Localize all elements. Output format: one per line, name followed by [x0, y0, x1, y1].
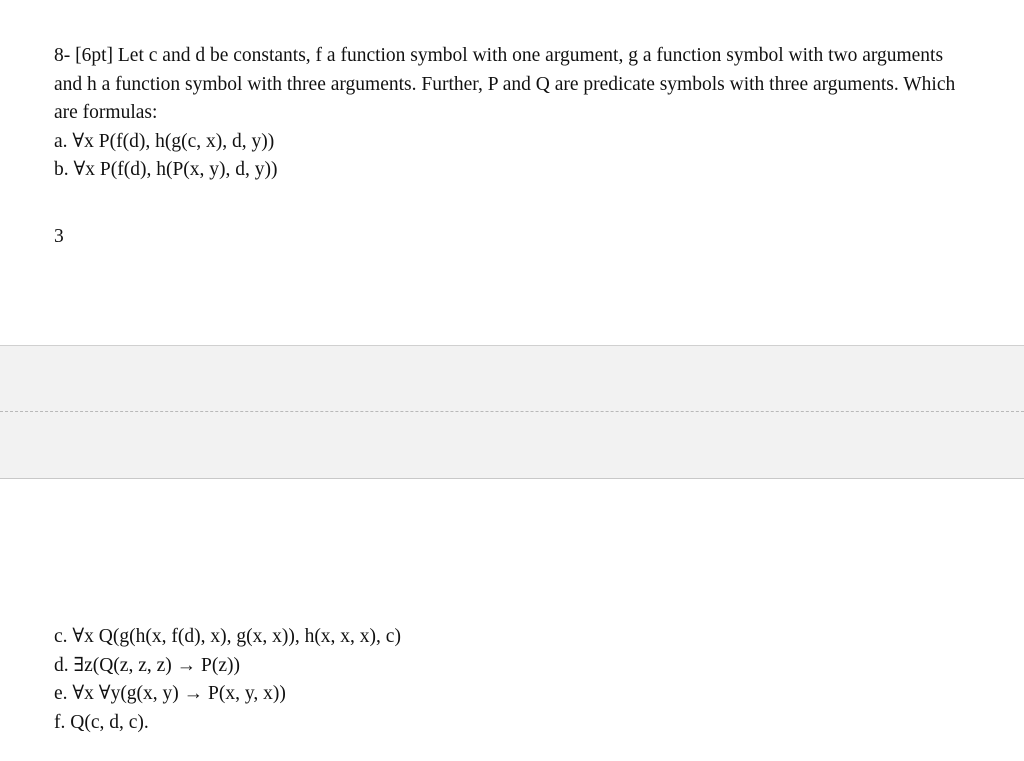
page-break-band: [0, 345, 1024, 479]
question-block-continued: [54, 623, 401, 737]
question-block: [54, 42, 974, 185]
page-number: 3: [54, 226, 64, 247]
option-d: d. ∃z(Q(z, z, z) → P(z)): [54, 654, 240, 676]
option-c: c. ∀x Q(g(h(x, f(d), x), g(x, x)), h(x, x, x), c): [54, 626, 401, 647]
question-intro: 8- [6pt] Let c and d be constants, f a function symbol with one argument, g a function symbol with two arguments and h a function symbol with three arguments. Further, P and Q are predicate symbols with three arguments. Which are formulas:: [54, 45, 956, 123]
option-e: e. ∀x ∀y(g(x, y) → P(x, y, x)): [54, 683, 286, 704]
option-f: f. Q(c, d, c).: [54, 711, 149, 733]
option-a: a. ∀x P(f(d), h(g(c, x), d, y)): [54, 130, 275, 152]
page-break-line: [0, 411, 1024, 412]
option-b: b. ∀x P(f(d), h(P(x, y), d, y)): [54, 159, 278, 180]
